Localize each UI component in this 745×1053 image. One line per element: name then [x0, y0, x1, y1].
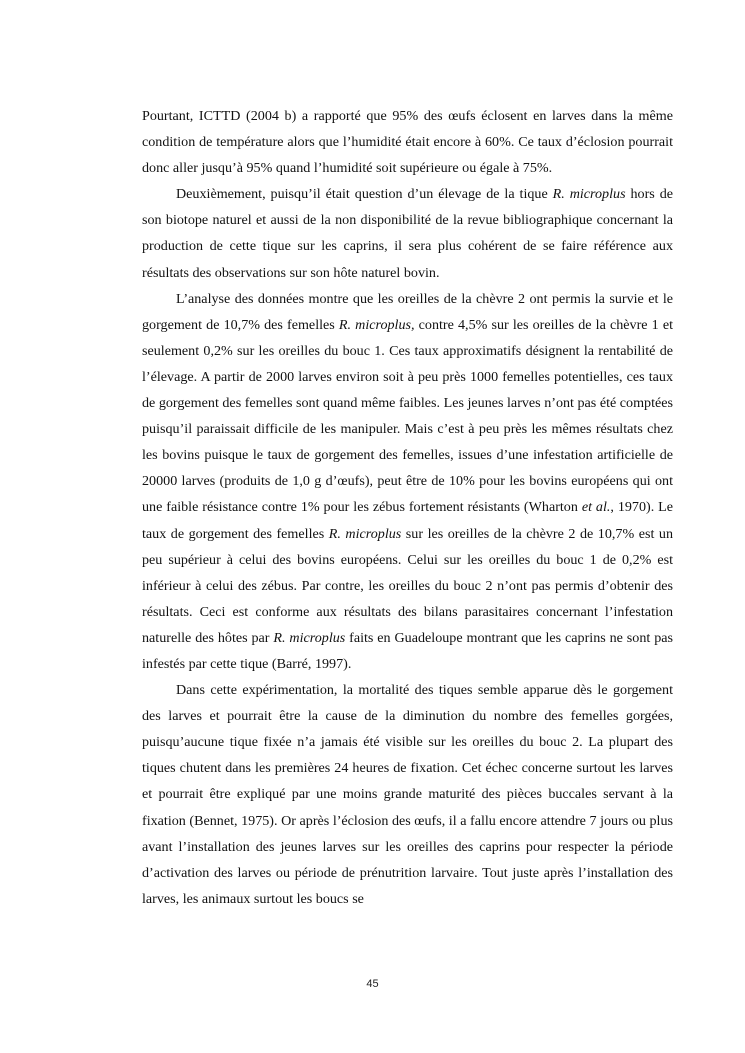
paragraph-1 [142, 103, 673, 181]
paragraph-4 [142, 677, 673, 912]
italic-run: R. microplus, [338, 316, 415, 333]
text-run: Pourtant, ICTTD (2004 b) a rapporté que 95% des œufs éclosent en larves dans la même condition de température alors que l’humidité était encore à 60%. Ce taux d’éclosion pourrait donc aller jusqu’à 95% quand l’humidité soit supérieure ou égale à 75%. [142, 108, 673, 177]
italic-run: R. microplus [552, 186, 626, 203]
italic-run: R. microplus [273, 629, 346, 646]
text-run: hors de son biotope naturel et aussi de la non disponibilité de la revue bibliographique concernant la production de cette tique sur les caprins, il sera plus cohérent de se faire référence aux résultats des observations sur son hôte naturel bovin. [142, 186, 673, 281]
italic-run: et al. [581, 499, 611, 516]
body-text [142, 103, 673, 912]
text-run: contre 4,5% sur les oreilles de la chèvre 1 et seulement 0,2% sur les oreilles du bouc 1. Ces taux approximatifs désignent la rentabilité de l’élevage. A partir de 2000 larves environ soit à peu près 1000 femelles potentielles, ces taux de gorgement des femelles sont quand même faibles. Les jeunes larves n’ont pas été comptées puisqu’il paraissait difficile de les manipuler. Mais c’est à peu près les mêmes résultats chez les bovins puisque le taux de gorgement des femelles, issues d’une infestation artificielle de 20000 larves (produits de 1,0 g d’œufs), peut être de 10% pour les bovins européens qui ont une faible résistance contre 1% pour les zébus fortement résistants (Wharton [142, 316, 673, 516]
text-run: Dans cette expérimentation, la mortalité des tiques semble apparue dès le gorgement des larves et pourrait être la cause de la diminution du nombre des femelles gorgées, puisqu’aucune tique fixée n’a jamais été visible sur les oreilles du bouc 2. La plupart des tiques chutent dans les premières 24 heures de fixation. Cet échec concerne surtout les larves et pourrait être expliqué par une moins grande maturité des pièces buccales servant à la fixation (Bennet, 1975). Or après l’éclosion des œufs, il a fallu encore attendre 7 jours ou plus avant l’installation des jeunes larves sur les oreilles des caprins pour respecter la période d’activation des larves ou période de prénutrition larvaire. Tout juste après l’installation des larves, les animaux surtout les boucs se [142, 682, 673, 907]
paragraph-2 [142, 181, 673, 285]
text-run: , 1970). Le taux de gorgement des femelles [142, 499, 673, 542]
page-number: 45 [366, 978, 379, 990]
italic-run: R. microplus [328, 525, 402, 542]
text-run: Deuxièmement, puisqu’il était question d’un élevage de la tique [176, 186, 553, 203]
text-run: faits en Guadeloupe montrant que les caprins ne sont pas infestés par cette tique (Barré, 1997). [142, 629, 673, 672]
text-run: L’analyse des données montre que les oreilles de la chèvre 2 ont permis la survie et le gorgement de 10,7% des femelles [142, 290, 673, 333]
paragraph-3 [142, 286, 673, 677]
text-run: sur les oreilles de la chèvre 2 de 10,7% est un peu supérieur à celui des bovins européens. Celui sur les oreilles du bouc 1 de 0,2% est inférieur à celui des zébus. Par contre, les oreilles du bouc 2 n’ont pas permis d’obtenir des résultats. Ceci est conforme aux résultats des bilans parasitaires concernant l’infestation naturelle des hôtes par [142, 525, 673, 646]
